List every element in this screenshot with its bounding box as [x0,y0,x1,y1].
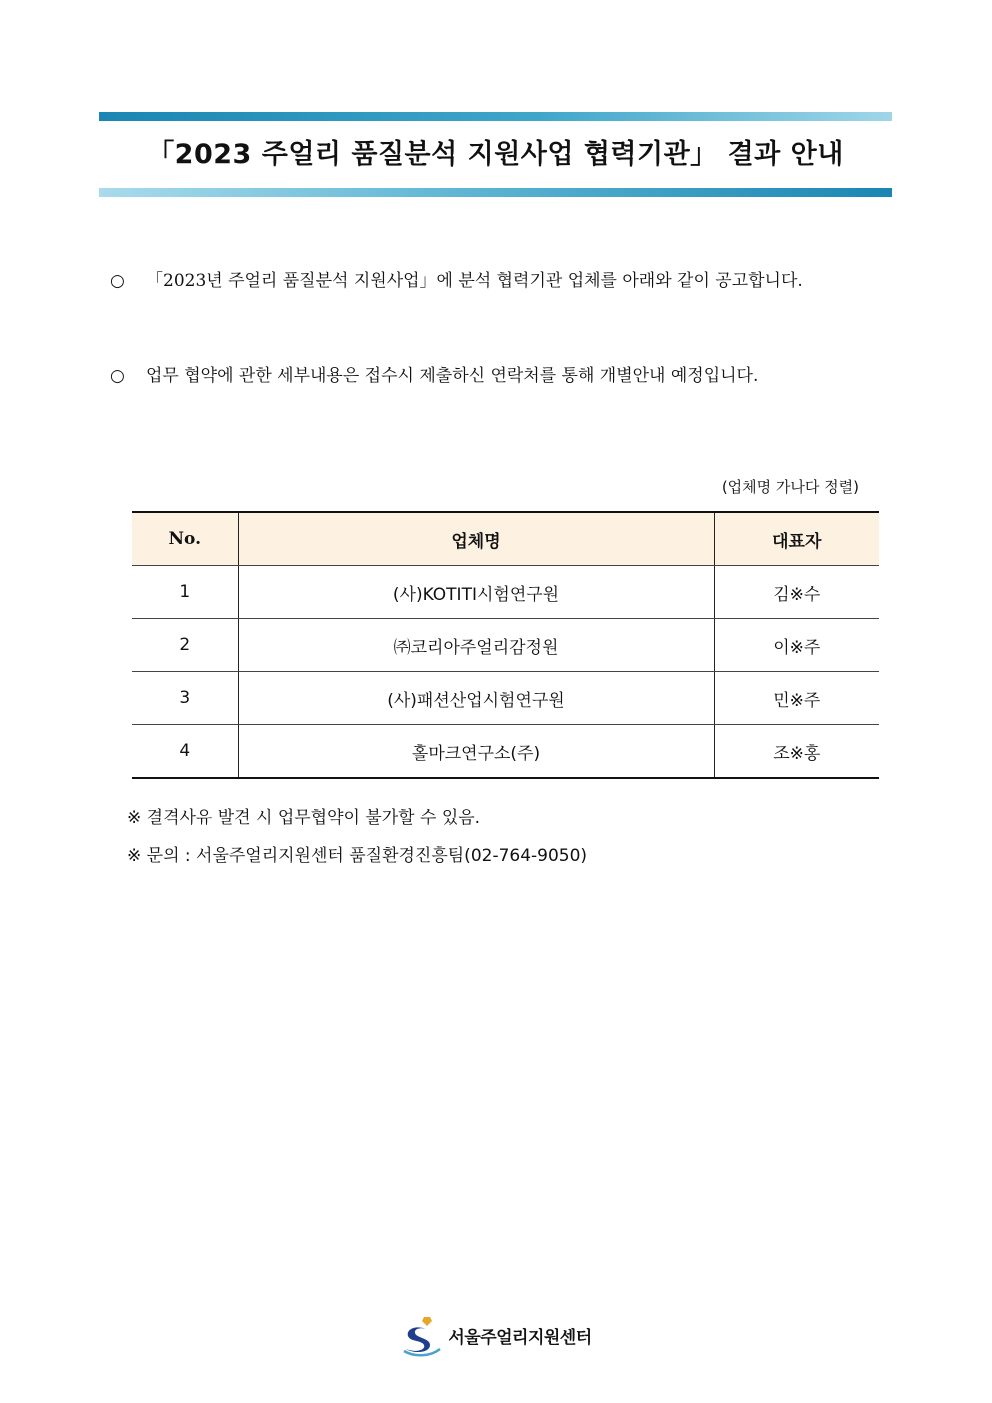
table-row [132,672,879,725]
cell-representative: 김※수 [714,566,879,619]
header-company: 업체명 [238,512,714,566]
table-row [132,619,879,672]
seoul-jewelry-logo-icon [400,1313,442,1357]
note-disqualification: ※ 결격사유 발견 시 업무협약이 불가할 수 있음. [127,808,481,828]
footer-org-name: 서울주얼리지원센터 [448,1327,592,1348]
cell-representative: 이※주 [714,619,879,672]
results-table [132,511,879,779]
cell-no: 2 [132,619,238,672]
bullet-text: 업무 협약에 관한 세부내용은 접수시 제출하신 연락처를 통해 개별안내 예정입니다. [146,366,759,386]
cell-no: 4 [132,725,238,779]
header-representative: 대표자 [714,512,879,566]
table-header-row [132,512,879,566]
bullet-mark: ○ [110,366,125,386]
cell-company: (사)KOTITI시험연구원 [238,566,714,619]
header-no: No. [132,512,238,566]
cell-company: (사)패션산업시험연구원 [238,672,714,725]
bullet-announcement [110,265,896,297]
table-row [132,725,879,779]
bullet-mark: ○ [110,271,125,291]
cell-representative: 민※주 [714,672,879,725]
cell-company: ㈜코리아주얼리감정원 [238,619,714,672]
page-title: 「2023 주얼리 품질분석 지원사업 협력기관」 결과 안내 [147,139,844,170]
cell-no: 3 [132,672,238,725]
title-top-band [99,112,892,121]
note-contact: ※ 문의 : 서울주얼리지원센터 품질환경진흥팀(02-764-9050) [127,846,588,866]
title-bottom-band [99,188,892,197]
table-row [132,566,879,619]
cell-no: 1 [132,566,238,619]
cell-representative: 조※홍 [714,725,879,779]
sort-note: (업체명 가나다 정렬) [721,478,859,496]
bullet-contract-info [110,360,896,392]
footer-logo [0,1313,992,1357]
bullet-text: 「2023년 주얼리 품질분석 지원사업」에 분석 협력기관 업체를 아래와 같이 공고합니다. [146,271,803,291]
cell-company: 홀마크연구소(주) [238,725,714,779]
